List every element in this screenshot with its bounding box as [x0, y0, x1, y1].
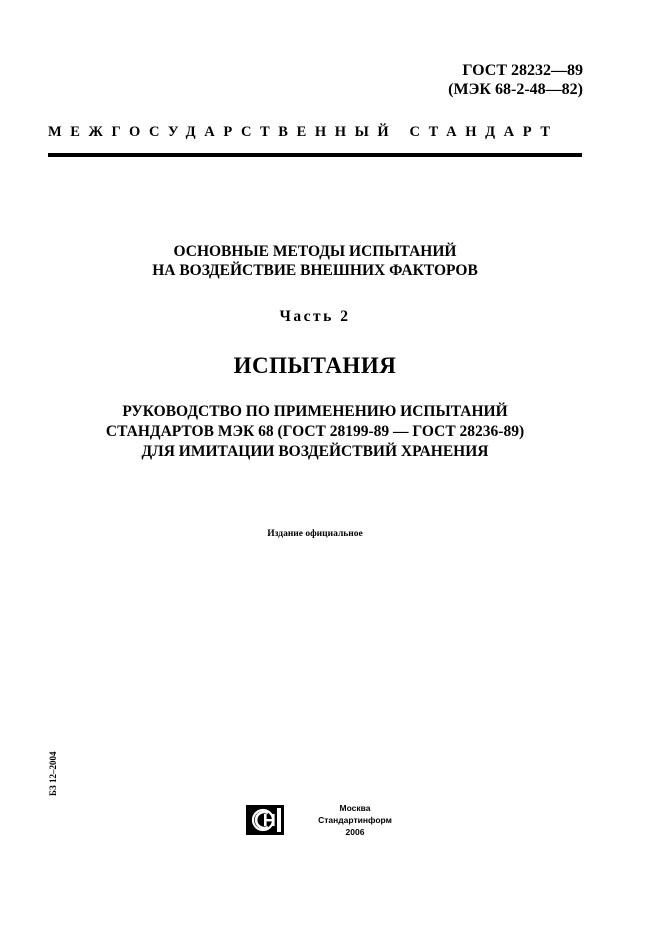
standard-number-block — [448, 61, 583, 99]
header-rule — [48, 153, 582, 157]
gost-number: ГОСТ 28232—89 — [462, 62, 583, 79]
guide-title-line-3: ДЛЯ ИМИТАЦИИ ВОЗДЕЙСТВИЙ ХРАНЕНИЯ — [141, 443, 489, 460]
publisher-name: Стандартинформ — [318, 815, 392, 825]
publisher-year: 2006 — [345, 827, 365, 837]
guide-title — [0, 402, 630, 462]
subtitle: ИСПЫТАНИЯ — [233, 353, 397, 378]
publisher-block — [310, 802, 400, 838]
publisher-city: Москва — [339, 803, 371, 813]
standartinform-logo-icon — [246, 805, 284, 835]
main-title-line-2: НА ВОЗДЕЙСТВИЕ ВНЕШНИХ ФАКТОРОВ — [152, 262, 478, 279]
edition-label: Издание официальное — [267, 529, 363, 539]
iec-number: (МЭК 68-2-48—82) — [448, 81, 583, 98]
guide-title-line-1: РУКОВОДСТВО ПО ПРИМЕНЕНИЮ ИСПЫТАНИЙ — [122, 403, 508, 420]
part-label: Часть 2 — [279, 308, 351, 325]
main-title-line-1: ОСНОВНЫЕ МЕТОДЫ ИСПЫТАНИЙ — [173, 243, 457, 260]
side-code: БЗ 12–2004 — [48, 751, 58, 796]
guide-title-line-2: СТАНДАРТОВ МЭК 68 (ГОСТ 28199-89 — ГОСТ 28236-89) — [105, 423, 525, 440]
interstate-standard-label: МЕЖГОСУДАРСТВЕННЫЙ СТАНДАРТ — [48, 124, 559, 140]
main-title — [0, 242, 630, 280]
